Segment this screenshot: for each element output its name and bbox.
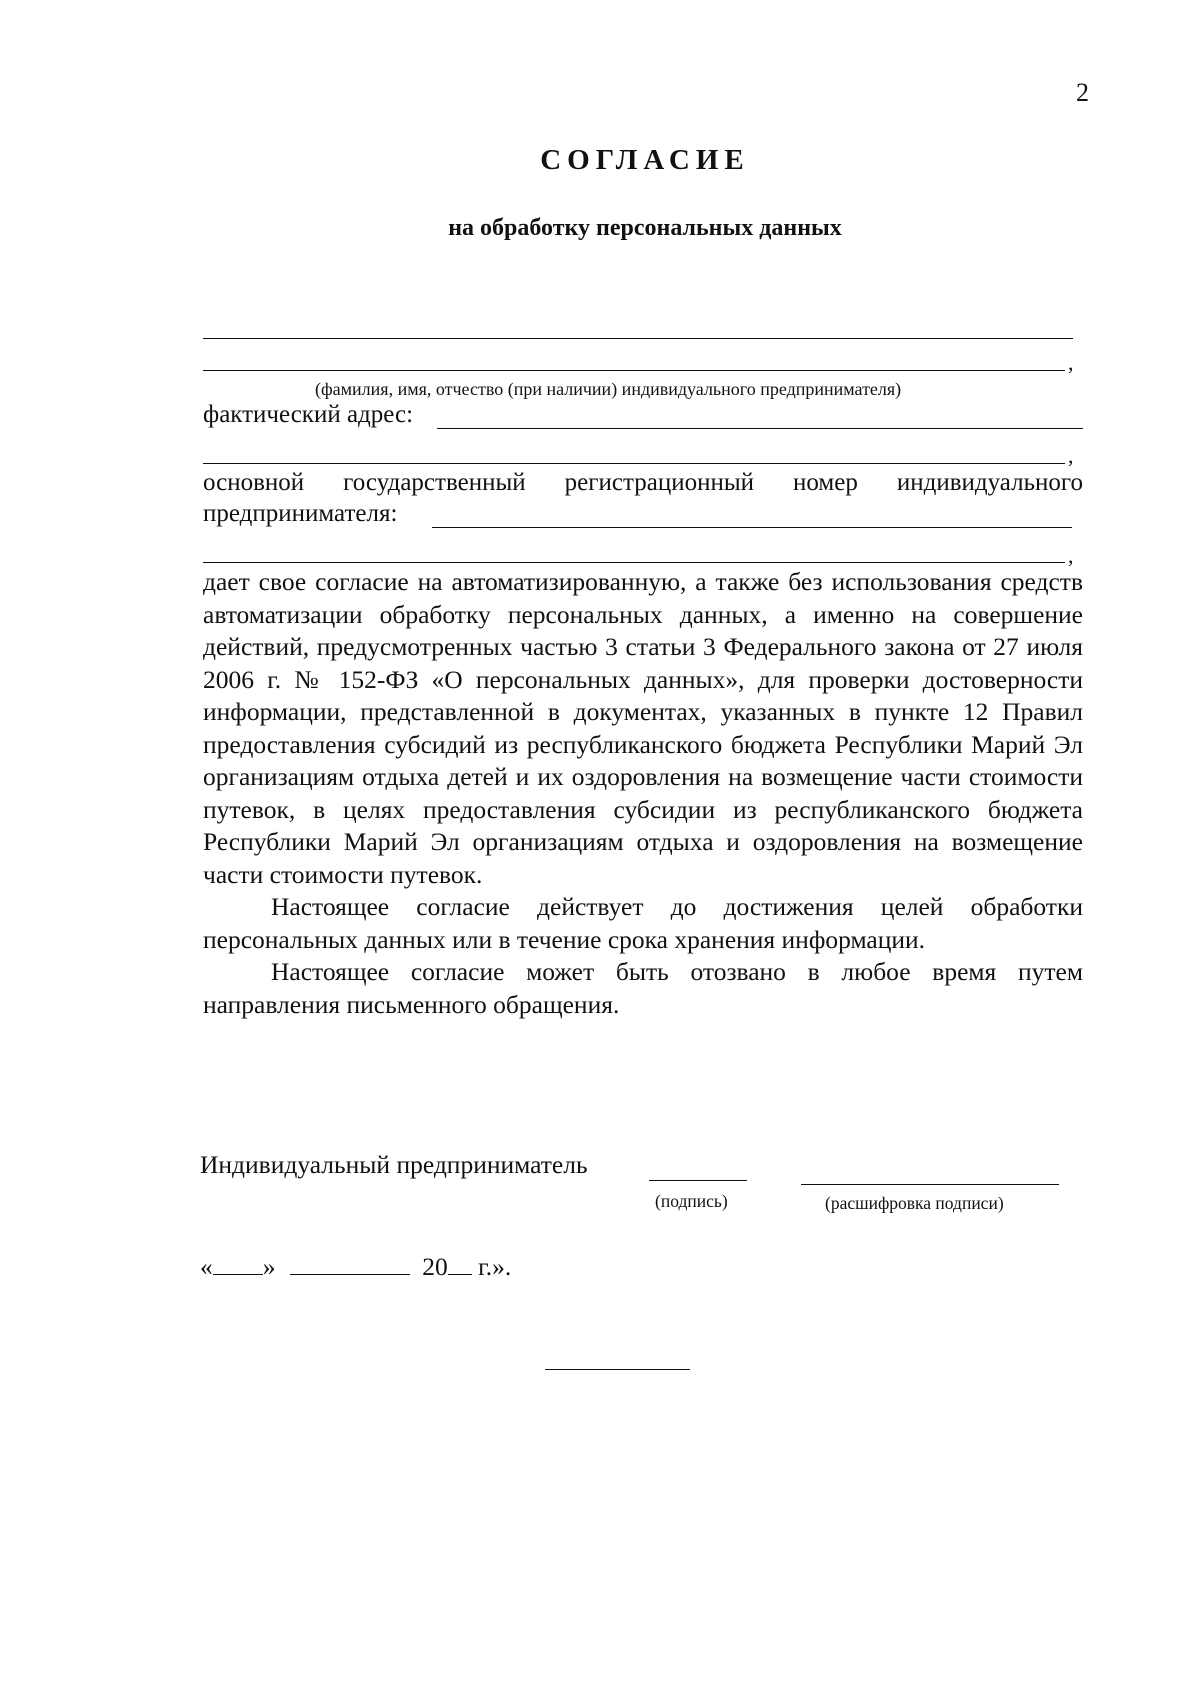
page-number: 2 xyxy=(1076,78,1089,107)
consent-body xyxy=(203,566,1083,1021)
ogrn-line-1[interactable] xyxy=(432,527,1072,528)
consent-paragraph-2: Настоящее согласие действует до достижения целей обработки персональных данных или в течение срока хранения информации. xyxy=(203,892,1083,954)
date-open-quote: « xyxy=(200,1252,213,1281)
signature-label: Индивидуальный предприниматель xyxy=(200,1150,588,1179)
ogrn-label-line2: предпринимателя: xyxy=(203,500,398,527)
ogrn-label-line1: основной государственный регистрационный номер индивидуального xyxy=(203,469,1083,496)
address-label: фактический адрес: xyxy=(203,401,414,428)
address-comma: , xyxy=(1068,443,1074,468)
document-title: СОГЛАСИЕ xyxy=(540,144,750,176)
consent-paragraph-1: дает свое согласие на автоматизированную, а также без использования средств автоматизации обработку персональных данных, а именно на совершение действий, предусмотренных частью 3 статьи 3 Федерального закона от 27 июля 2006 г. № 152-ФЗ «О персональных данных», для проверки достоверности информации, представленной в документах, указанных в пункте 12 Правил предоставления субсидий из республиканского бюджета Республики Марий Эл организациям отдыха детей и их оздоровления на возмещение части стоимости путевок, в целях предоставления субсидии из республиканского бюджета Республики Марий Эл организациям отдыха и оздоровления на возмещение части стоимости путевок. xyxy=(203,567,1083,889)
date-year-prefix: 20 xyxy=(422,1252,448,1281)
date-month-field[interactable] xyxy=(290,1274,410,1275)
date-close-quote: » xyxy=(262,1252,276,1281)
fio-line-2[interactable] xyxy=(203,370,1065,371)
consent-paragraph-3: Настоящее согласие может быть отозвано в любое время путем направления письменного обращения. xyxy=(203,957,1083,1019)
fio-caption: (фамилия, имя, отчество (при наличии) индивидуального предпринимателя) xyxy=(315,379,902,399)
decoding-line[interactable] xyxy=(801,1184,1059,1185)
address-line-2[interactable] xyxy=(203,463,1065,464)
date-year-field[interactable] xyxy=(448,1274,472,1275)
ogrn-comma: , xyxy=(1068,543,1074,568)
fio-line-1[interactable] xyxy=(203,338,1073,339)
address-line-1[interactable] xyxy=(437,428,1083,429)
document-subtitle: на обработку персональных данных xyxy=(448,215,842,241)
fio-comma: , xyxy=(1068,350,1074,375)
signature-caption: (подпись) xyxy=(655,1191,728,1211)
date-suffix: г.». xyxy=(478,1252,512,1281)
ogrn-line-2[interactable] xyxy=(203,562,1065,563)
decoding-caption: (расшифровка подписи) xyxy=(825,1193,1004,1213)
end-separator xyxy=(545,1369,690,1370)
date-day-field[interactable] xyxy=(213,1274,263,1275)
date-row xyxy=(200,1252,511,1282)
signature-line[interactable] xyxy=(649,1180,747,1181)
